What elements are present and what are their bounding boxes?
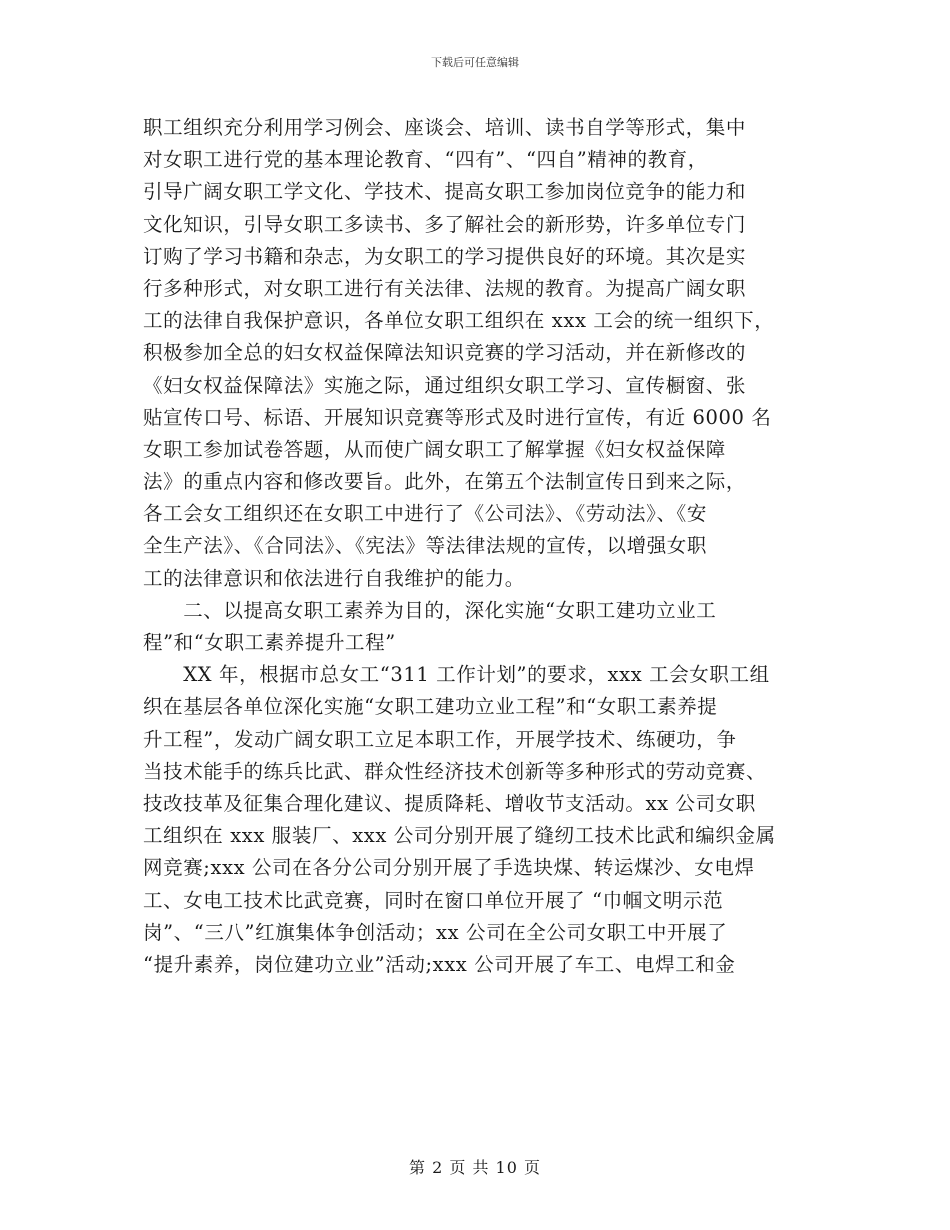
text-line: 职工组织充分利用学习例会、座谈会、培训、读书自学等形式，集中 [143,116,747,139]
text-line: 升工程”，发动广阔女职工立足本职工作，开展学技术、练硬功，争 [143,727,737,751]
text-line: 引导广阔女职工学文化、学技术、提高女职工参加岗位竞争的能力和 [143,180,747,204]
text-line: “提升素养，岗位建功立业”活动;xxx 公司开展了车工、电焊工和金 [143,952,736,976]
text-line: 工、女电工技术比武竞赛，同时在窗口单位开展了 “巾帼文明示范 [143,888,724,912]
text-line: 订购了学习书籍和杂志，为女职工的学习提供良好的环境。其次是实 [143,244,747,268]
text-line: 岗”、“三八”红旗集体争创活动；xx 公司在全公司女职工中开展了 [143,920,728,944]
text-line: 工组织在 xxx 服装厂、xxx 公司分别开展了缝纫工技术比武和编织金属 [143,824,776,848]
section-heading-line: 程”和“女职工素养提升工程” [143,631,396,654]
document-body [143,112,823,981]
text-line: 文化知识，引导女职工多读书、多了解社会的新形势，许多单位专门 [143,212,747,236]
text-line: 工的法律意识和依法进行自我维护的能力。 [143,566,525,590]
section-heading-line: 二、以提高女职工素养为目的，深化实施“女职工建功立业工 [143,598,717,622]
text-line: 各工会女工组织还在女职工中进行了《公司法》、《劳动法》、《安 [143,502,708,526]
text-line: 法》的重点内容和修改要旨。此外，在第五个法制宣传日到来之际， [143,470,747,494]
text-line: 女职工参加试卷答题，从而使广阔女职工了解掌握《妇女权益保障 [143,437,726,461]
text-line: XX 年，根据市总女工“311 工作计划”的要求，xxx 工会女职工组 [143,663,770,687]
text-line: 积极参加全总的妇女权益保障法知识竞赛的学习活动，并在新修改的 [143,341,747,365]
text-line: 当技术能手的练兵比武、群众性经济技术创新等多种形式的劳动竞赛、 [143,759,767,783]
page-number: 第 2 页 共 10 页 [409,1158,541,1177]
page-header: 下载后可任意编辑 [431,56,519,69]
text-line: 网竞赛;xxx 公司在各分公司分别开展了手选块煤、转运煤沙、女电焊 [143,856,755,880]
text-line: 《妇女权益保障法》实施之际，通过组织女职工学习、宣传橱窗、张 [143,373,747,397]
text-line: 贴宣传口号、标语、开展知识竞赛等形式及时进行宣传，有近 6000 名 [143,405,772,429]
text-line: 全生产法》、《合同法》、《宪法》等法律法规的宣传，以增强女职 [143,534,708,558]
text-line: 对女职工进行党的基本理论教育、“四有”、“四自”精神的教育， [143,148,708,172]
text-line: 工的法律自我保护意识，各单位女职工组织在 xxx 工会的统一组织下， [143,309,775,333]
text-line: 行多种形式，对女职工进行有关法律、法规的教育。为提高广阔女职 [143,276,747,300]
text-line: 织在基层各单位深化实施“女职工建功立业工程”和“女职工素养提 [143,695,718,719]
text-line: 技改技革及征集合理化建议、提质降耗、增收节支活动。xx 公司女职 [143,791,756,815]
